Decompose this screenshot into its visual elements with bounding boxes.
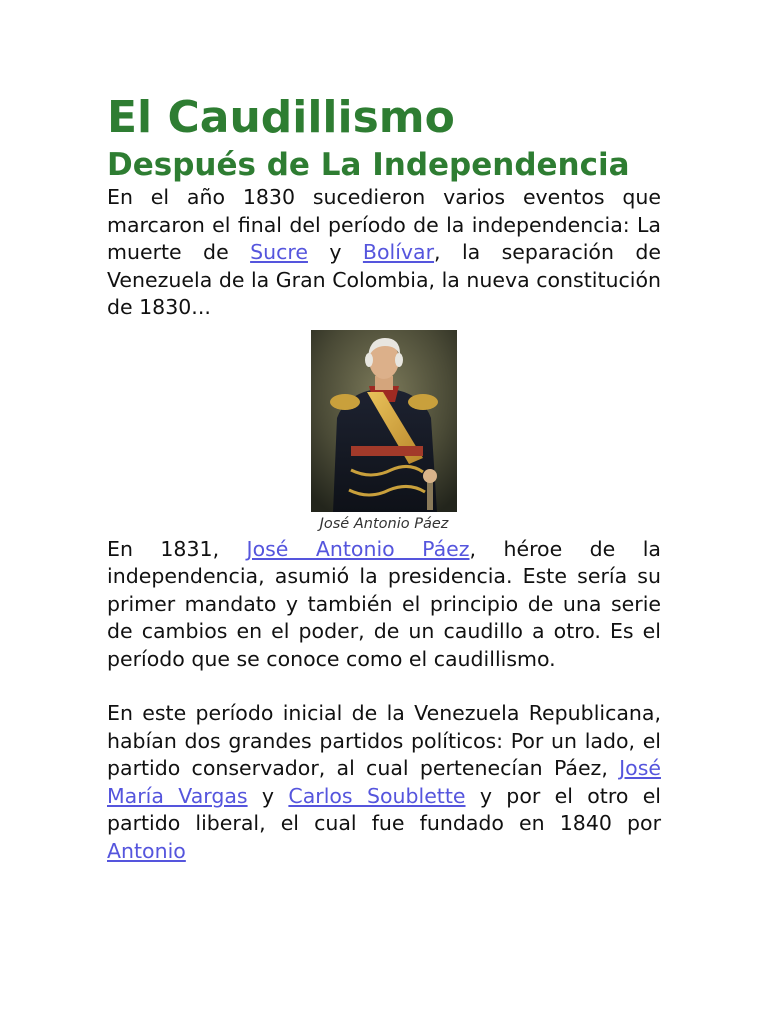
- document-page: [107, 90, 661, 865]
- paragraph-2: [107, 536, 661, 674]
- portrait-image: [311, 330, 457, 512]
- paragraph-3-text-after: y por el otro el partido liberal, el cual fue fundado en 1840 por: [107, 783, 661, 835]
- paragraph-1: [107, 184, 661, 322]
- paragraph-spacer: [107, 673, 661, 700]
- page-title: El Caudillismo: [107, 92, 455, 143]
- link-jose-maria-vargas[interactable]: José María Vargas: [107, 756, 661, 808]
- link-carlos-soublette[interactable]: Carlos Soublette: [288, 783, 466, 808]
- paragraph-2-text-before: En 1831,: [107, 536, 247, 561]
- paragraph-1-text-after: , la separación de Venezuela de la Gran Colombia, la nueva constitución de 1830...: [107, 240, 661, 319]
- paragraph-3: [107, 700, 661, 865]
- paragraph-1-text-before: En el año 1830 sucedieron varios eventos que marcaron el final del período de la independencia: La muerte de: [107, 185, 661, 264]
- paragraph-2-text-after: , héroe de la independencia, asumió la presidencia. Este sería su primer mandato y también el principio de una serie de cambios en el poder, de un caudillo a otro. Es el período que se conoce como el caudillismo.: [107, 536, 661, 671]
- portrait-figure: [107, 330, 661, 534]
- link-sucre[interactable]: Sucre: [250, 240, 308, 264]
- page-subtitle: Después de La Independencia: [107, 147, 630, 183]
- link-bolivar[interactable]: Bolívar: [362, 240, 435, 264]
- link-antonio[interactable]: Antonio: [107, 838, 186, 863]
- portrait-caption: José Antonio Páez: [319, 515, 449, 532]
- paragraph-1-text-and: y: [307, 240, 363, 264]
- link-jose-antonio-paez[interactable]: José Antonio Páez: [246, 536, 470, 561]
- paragraph-3-text-before: En este período inicial de la Venezuela Republicana, habían dos grandes partidos políticos: Por un lado, el partido conservador, al cual pertenecían Páez,: [107, 701, 661, 780]
- paragraph-3-text-and: y: [247, 783, 289, 808]
